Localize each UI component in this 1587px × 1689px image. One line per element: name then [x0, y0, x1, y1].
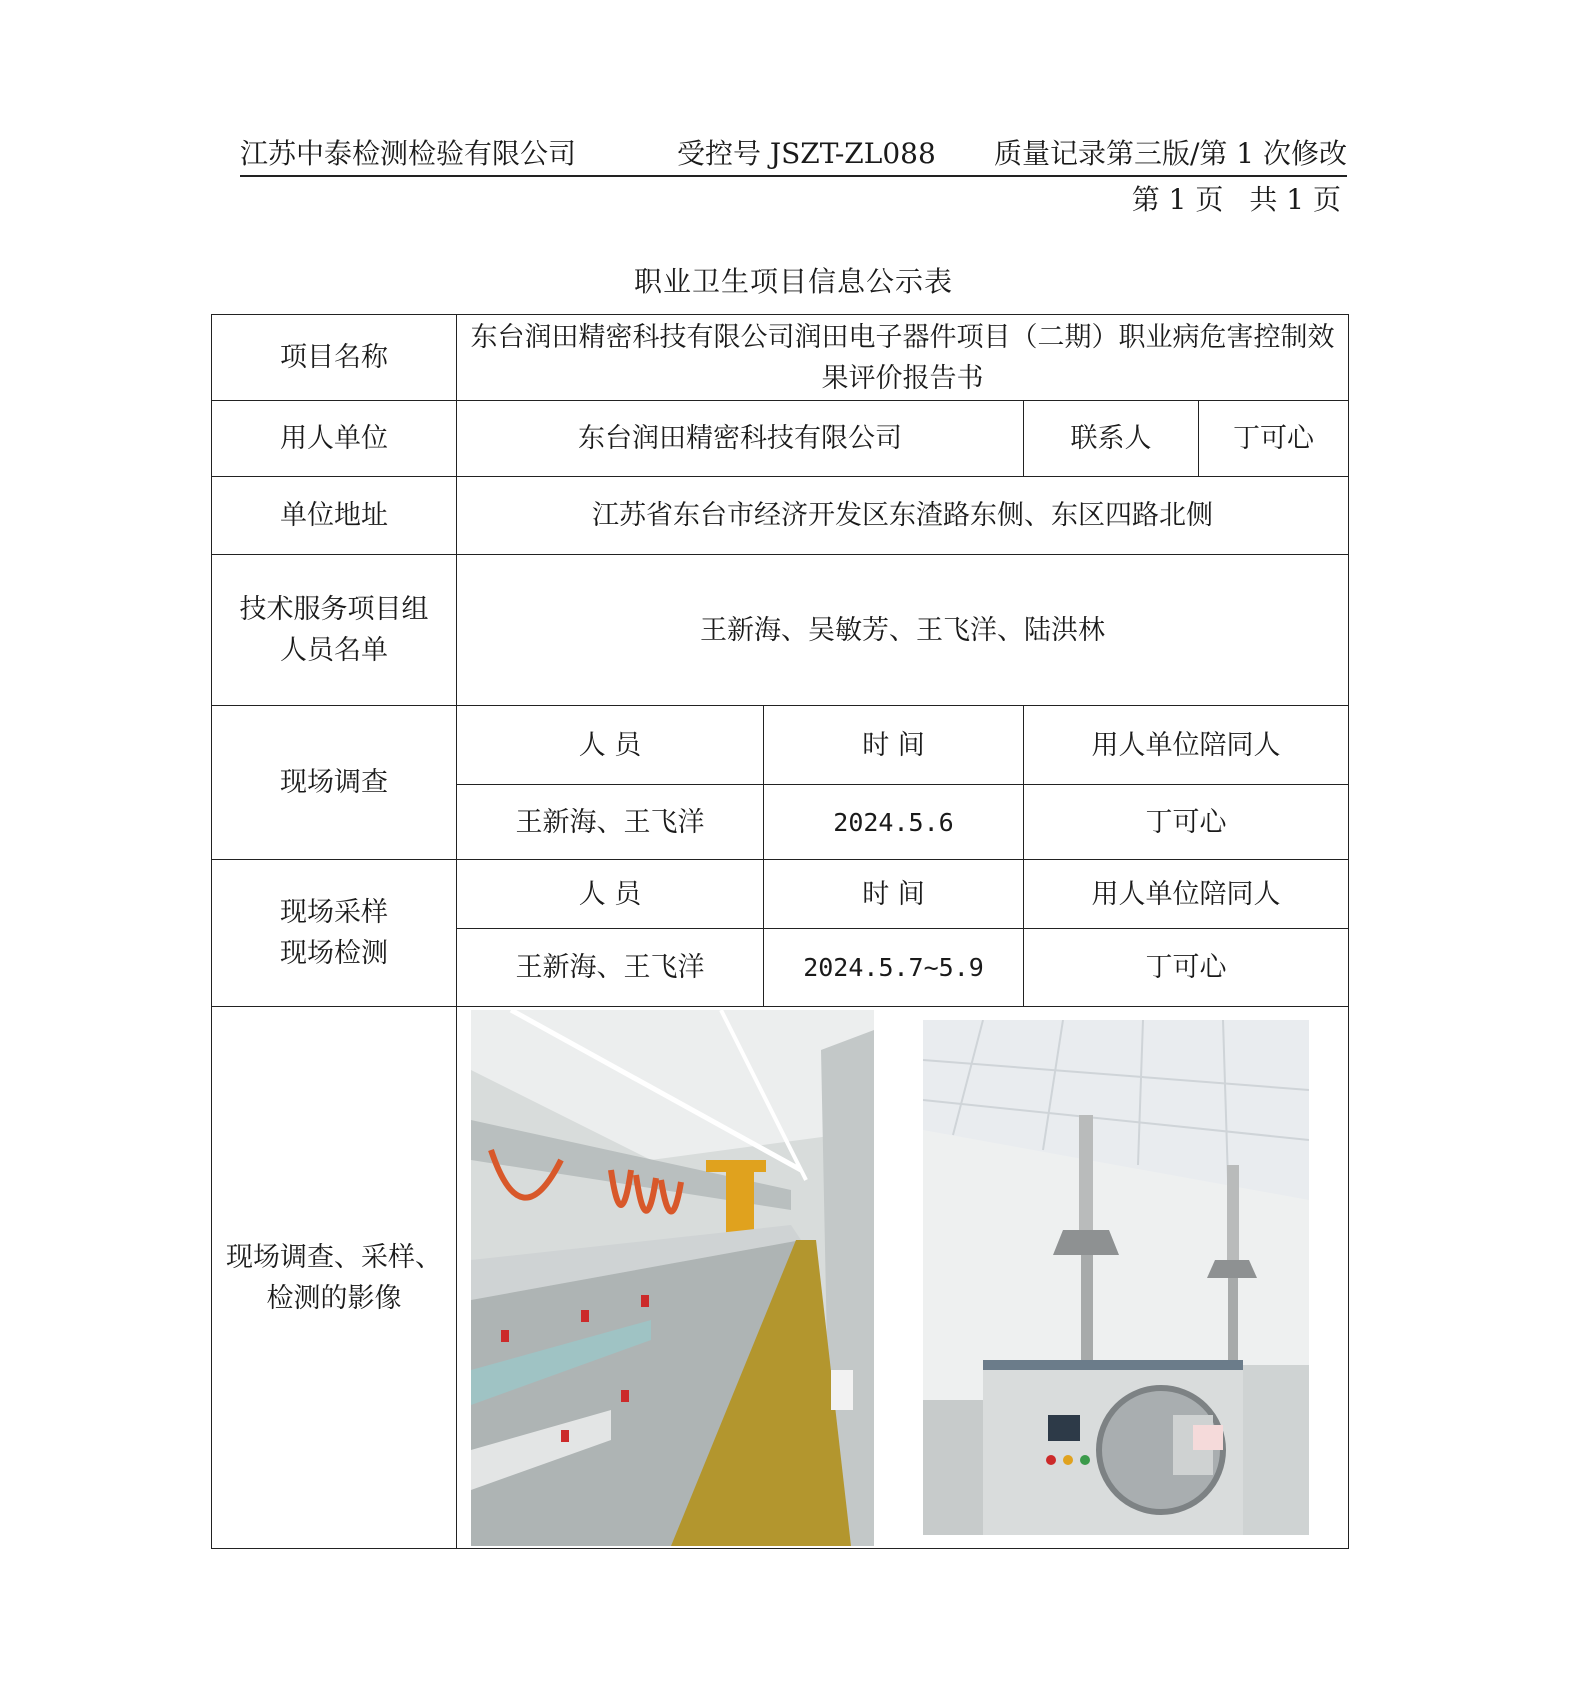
photo2-duct-2 [1227, 1165, 1239, 1260]
photo1-clamp-4 [561, 1430, 569, 1442]
photo2-control-screen [1048, 1415, 1080, 1441]
sampling-person: 王新海、王飞洋 [457, 929, 764, 1007]
sampling-col-time: 时 间 [764, 860, 1024, 929]
photo2-button-yellow [1063, 1455, 1073, 1465]
page-indicator [1132, 178, 1341, 218]
row-images [212, 1007, 1349, 1549]
sampling-label-line2: 现场检测 [280, 938, 388, 969]
sampling-col-person: 人 员 [457, 860, 764, 929]
photo2-pipe-1 [1081, 1255, 1093, 1365]
header-rule [240, 175, 1347, 177]
photo1-container [831, 1370, 853, 1410]
row-employer [212, 401, 1349, 477]
employer-value: 东台润田精密科技有限公司 [457, 401, 1024, 477]
plating-line-illustration [471, 1010, 874, 1546]
header-quality-record: 质量记录第三版/第 1 次修改 [993, 137, 1347, 170]
photo1-clamp-2 [581, 1310, 589, 1322]
photo2-warning-label [1193, 1425, 1223, 1450]
photo2-side-cabinet [923, 1400, 983, 1535]
photo2-button-green [1080, 1455, 1090, 1465]
sampling-label [212, 860, 457, 1007]
photo1-clamp-5 [621, 1390, 629, 1402]
header-company: 江苏中泰检测检验有限公司 [240, 137, 577, 170]
photo-plating-line [471, 1010, 874, 1546]
contact-value: 丁可心 [1199, 401, 1349, 477]
photo-machine [923, 1020, 1309, 1535]
row-project-name [212, 315, 1349, 401]
photo2-button-red [1046, 1455, 1056, 1465]
sampling-accompany: 丁可心 [1024, 929, 1349, 1007]
team-label: 技术服务项目组人员名单 [212, 555, 457, 706]
address-label: 单位地址 [212, 477, 457, 555]
survey-col-time: 时 间 [764, 706, 1024, 785]
sampling-time: 2024.5.7~5.9 [764, 929, 1024, 1007]
survey-accompany: 丁可心 [1024, 785, 1349, 860]
photo2-hood-1 [1053, 1230, 1119, 1255]
row-address [212, 477, 1349, 555]
row-team [212, 555, 1349, 706]
photo2-hood-2 [1207, 1260, 1257, 1278]
photo2-pipe-2 [1228, 1278, 1238, 1368]
project-name-label: 项目名称 [212, 315, 457, 401]
project-name-value: 东台润田精密科技有限公司润田电子器件项目（二期）职业病危害控制效果评价报告书 [457, 315, 1349, 401]
survey-person: 王新海、王飞洋 [457, 785, 764, 860]
photo1-clamp-1 [501, 1330, 509, 1342]
survey-label: 现场调查 [212, 706, 457, 860]
photo2-duct-1 [1079, 1115, 1093, 1230]
photo2-machine-top [983, 1360, 1243, 1370]
survey-col-accompany: 用人单位陪同人 [1024, 706, 1349, 785]
sampling-col-accompany: 用人单位陪同人 [1024, 860, 1349, 929]
header-control-number: 受控号 JSZT-ZL088 [677, 137, 936, 170]
machine-illustration [923, 1020, 1309, 1535]
address-value: 江苏省东台市经济开发区东渣路东侧、东区四路北侧 [457, 477, 1349, 555]
images-label: 现场调查、采样、检测的影像 [212, 1007, 457, 1549]
photo2-right-unit [1243, 1365, 1309, 1535]
contact-label: 联系人 [1024, 401, 1199, 477]
photo1-clamp-3 [641, 1295, 649, 1307]
page-total: 共 1 页 [1249, 183, 1341, 216]
photo1-hoist-column [726, 1170, 754, 1240]
row-sampling-header [212, 860, 1349, 929]
info-table-wrapper [211, 314, 1349, 1549]
info-table [211, 314, 1349, 1549]
sampling-label-line1: 现场采样 [280, 897, 388, 928]
team-value: 王新海、吴敏芳、王飞洋、陆洪林 [457, 555, 1349, 706]
employer-label: 用人单位 [212, 401, 457, 477]
page-current: 第 1 页 [1131, 183, 1224, 216]
survey-col-person: 人 员 [457, 706, 764, 785]
survey-time: 2024.5.6 [764, 785, 1024, 860]
images-cell [457, 1007, 1349, 1549]
document-title: 职业卫生项目信息公示表 [633, 265, 953, 298]
row-survey-header [212, 706, 1349, 785]
